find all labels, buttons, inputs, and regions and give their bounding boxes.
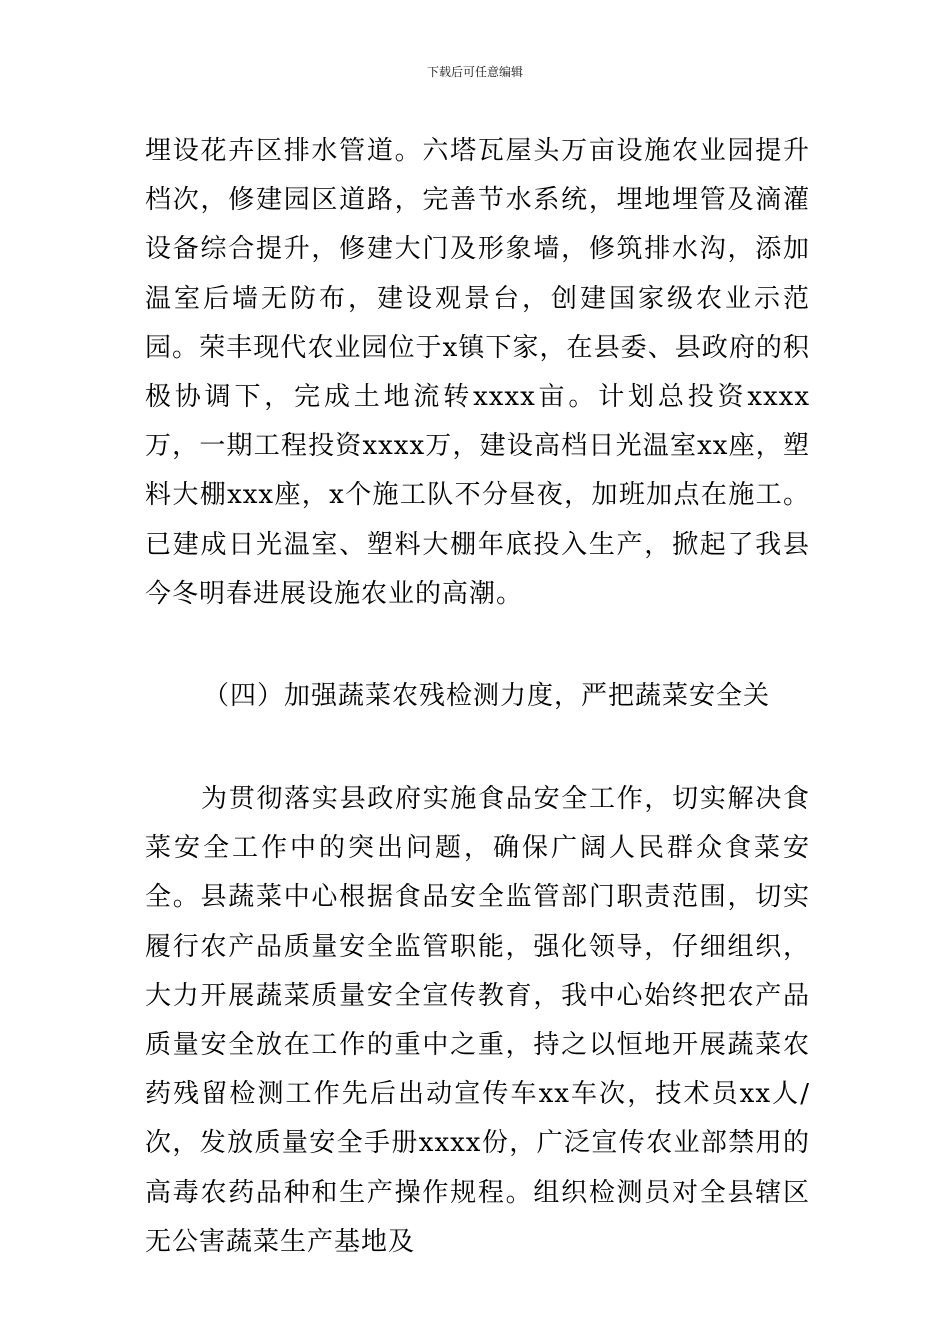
body-paragraph-2: 为贯彻落实县政府实施食品安全工作，切实解决食菜安全工作中的突出问题，确保广阔人民群众食菜安全。县蔬菜中心根据食品安全监管部门职责范围，切实履行农产品质量安全监管职能，强化领导，仔细组织，大力开展蔬菜质量安全宣传教育，我中心始终把农产品质量安全放在工作的重中之重，持之以恒地开展蔬菜农药残留检测工作先后出动宣传车xx车次，技术员xx人/次，发放质量安全手册xxxx份，广泛宣传农业部禁用的高毒农药品种和生产操作规程。组织检测员对全县辖区无公害蔬菜生产基地及 [145, 784, 810, 1257]
section-heading: （四）加强蔬菜农残检测力度，严把蔬菜安全关 [203, 681, 771, 711]
body-paragraph-1: 埋设花卉区排水管道。六塔瓦屋头万亩设施农业园提升档次，修建园区道路，完善节水系统，埋地埋管及滴灌设备综合提升，修建大门及形象墙，修筑排水沟，添加温室后墙无防布，建设观景台，创建国家级农业示范园。荣丰现代农业园位于x镇下家，在县委、县政府的积极协调下，完成土地流转xxxx亩。计划总投资xxxx万，一期工程投资xxxx万，建设高档日光温室xx座，塑料大棚xxx座，x个施工队不分昼夜，加班加点在施工。已建成日光温室、塑料大棚年底投入生产，掀起了我县今冬明春进展设施农业的高潮。 [145, 136, 810, 609]
page-header-note: 下载后可任意编辑 [426, 65, 523, 79]
